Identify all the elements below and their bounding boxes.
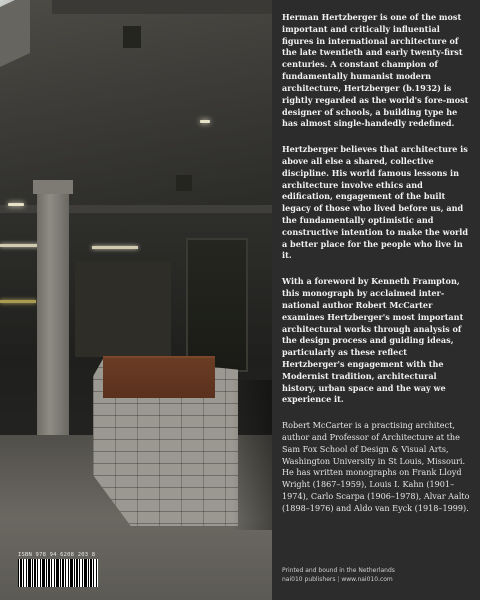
blurb-paragraph: Hertzberger believes that architecture is above all else a shared, collective discipline. His world famous lessons in architecture involve ethics and edification, engagement of the built legacy of those who lived before us, and the fundamentally optimistic and constructive intention to make the world a better place for the people who live in it. (282, 144, 469, 261)
photo-ceiling-light (8, 203, 24, 206)
photo-beam (52, 0, 272, 14)
photo-light-strip (92, 246, 138, 249)
imprint-separator: | (337, 576, 340, 583)
publisher-website: www.nai010.com (341, 576, 393, 583)
photo-glass-wall (186, 238, 248, 372)
isbn-barcode (18, 552, 98, 587)
photo-light-strip (0, 300, 36, 303)
text-panel (272, 0, 480, 600)
isbn-number: ISBN 978 94 6208 203 8 (18, 552, 96, 558)
imprint (282, 566, 395, 584)
photo-vent (123, 26, 141, 48)
photo-vent (176, 175, 192, 191)
photo-light-strip (0, 244, 40, 247)
photo-wooden-bench (103, 356, 215, 398)
printed-line: Printed and bound in the Netherlands (282, 567, 395, 574)
publisher-line (282, 575, 395, 584)
photo-wall-panel (75, 262, 171, 357)
author-bio: Robert McCarter is a practising architect, author and Professor of Architecture at the Sam Fox School of Design & Visual Arts, Washington University in St Louis, Missouri. He has written monographs on Frank Lloyd Wright (1867–1959), Louis I. Kahn (1901–1974), Carlo Scarpa (1906–1978), Alvar Aalto (1898–1976) and Aldo van Eyck (1918–1999). (282, 420, 470, 513)
photo-ceiling-light (200, 120, 210, 123)
publisher-name: nai010 publishers (282, 576, 336, 583)
barcode-icon (18, 559, 98, 587)
blurb-paragraph: With a foreword by Kenneth Frampton, this monograph by acclaimed inter-national author Robert McCarter examines Hertzberger's most important architectural works through analysis of the design process and guiding ideas, particularly as these reflect Hertzberger's engagement with the Modernist tradition, architectural history, urban space and the way we experience it. (282, 276, 464, 405)
photo-column-cap (33, 180, 73, 194)
photo-column (37, 180, 69, 438)
photo-shadow (232, 380, 272, 530)
blurb-paragraph: Herman Hertzberger is one of the most important and critically influential figures in international architecture of the late twentieth and early twenty-first centuries. A constant champion of fundamentally humanist modern architecture, Hertzberger (b.1932) is rightly regarded as the world's fore-most designer of schools, a building type he has almost single-handedly redefined. (282, 12, 469, 129)
